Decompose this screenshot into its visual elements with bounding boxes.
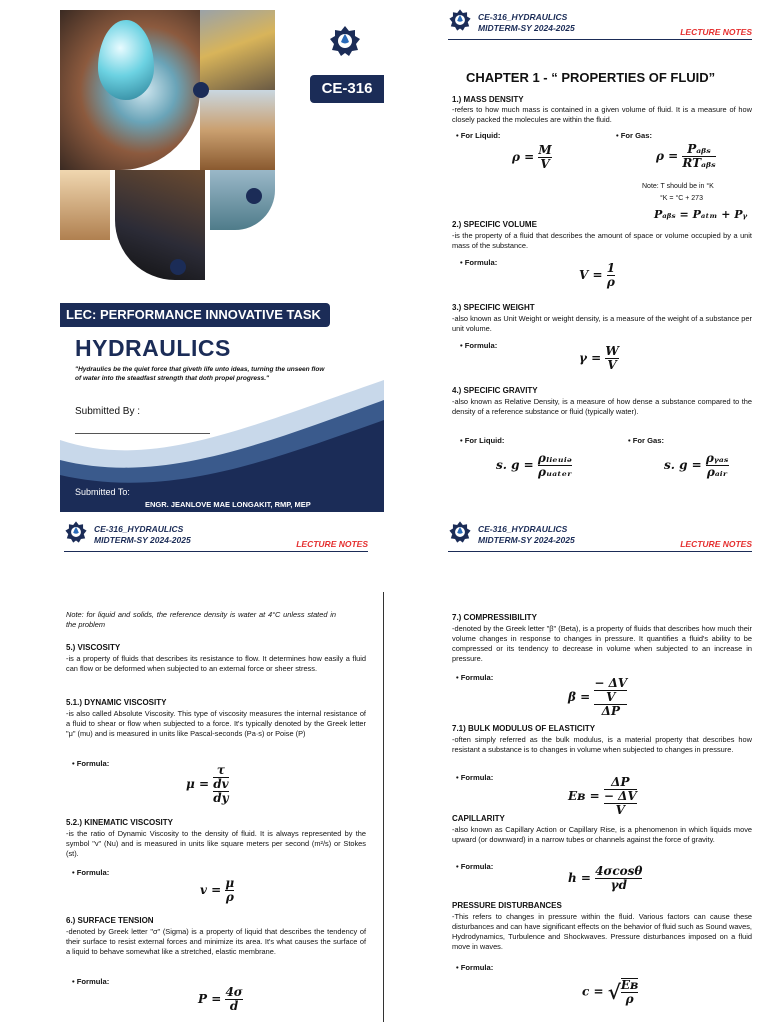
- header-lecture-notes: LECTURE NOTES: [296, 539, 368, 549]
- header-course: CE-316_HYDRAULICS: [478, 524, 568, 534]
- fraction: [607, 262, 615, 289]
- bullet-gas: • For Gas:: [616, 131, 653, 140]
- frac-num: 4σ: [225, 985, 243, 999]
- heading-specific-gravity: 4.) SPECIFIC GRAVITY: [452, 386, 538, 395]
- fraction: [604, 790, 637, 817]
- lecture-page-3: [384, 512, 768, 1024]
- heading-specific-weight: 3.) SPECIFIC WEIGHT: [452, 303, 535, 312]
- cover-photo-collage: [60, 10, 270, 280]
- frac-num: Eʙ: [620, 978, 639, 992]
- decor-dot: [170, 259, 186, 275]
- water-drop-icon: [98, 20, 154, 100]
- fraction: [538, 452, 572, 479]
- note-kelvin-conversion: °K = °C + 273: [660, 195, 703, 202]
- frac-num: dv: [213, 777, 229, 791]
- formula-bulk-modulus: [568, 776, 637, 817]
- header-title: [94, 524, 191, 546]
- frac-den: [213, 777, 228, 805]
- formula-sg-gas: [664, 452, 729, 479]
- heading-compressibility: 7.) COMPRESSIBILITY: [452, 613, 537, 622]
- frac-num: ρᵧₐₛ: [705, 451, 729, 465]
- frac-num: − ΔV: [603, 789, 637, 803]
- label-formula: Formula:: [464, 341, 498, 350]
- heading-viscosity: 5.) VISCOSITY: [66, 643, 121, 652]
- gear-wave-logo-icon: [64, 520, 88, 544]
- bullet-formula: • Formula:: [456, 862, 494, 871]
- heading-mass-density: 1.) MASS DENSITY: [452, 95, 524, 104]
- text-kinematic-viscosity: -is the ratio of Dynamic Viscosity to the density of fluid. It is always represented by the symbol "v" (Nu) and is measured in units like square meters per second (m²/s) or Stokes (st).: [66, 829, 366, 858]
- bullet-liquid: • For Liquid:: [460, 436, 505, 445]
- bullet-formula: • Formula:: [456, 773, 494, 782]
- fraction: [225, 877, 234, 904]
- task-label-bar: LEC: PERFORMANCE INNOVATIVE TASK: [60, 303, 330, 327]
- formula-density-gas: [656, 143, 716, 170]
- lecture-page-1: [384, 0, 768, 512]
- label-for-gas: For Gas:: [620, 131, 653, 140]
- header-divider: [448, 551, 752, 552]
- formula-lhs: c =: [582, 984, 604, 999]
- dam-photo: [60, 170, 110, 240]
- formula-lhs: ρ =: [656, 149, 679, 163]
- formula-compressibility: [568, 677, 627, 718]
- frac-den: ρᵤₐₜₑᵣ: [538, 465, 572, 479]
- formula-capillarity: [568, 865, 642, 892]
- submitted-by-label: Submitted By :: [75, 406, 141, 417]
- header-title: [478, 524, 575, 546]
- construction-crane-photo: [200, 10, 275, 90]
- gear-wave-logo-icon: [448, 520, 472, 544]
- formula-lhs: P =: [198, 992, 222, 1006]
- gear-wave-logo-icon: [328, 24, 362, 58]
- heading-kinematic-viscosity: 5.2.) KINEMATIC VISCOSITY: [66, 818, 173, 827]
- formula-sg-liquid: [496, 452, 572, 479]
- frac-num: 4σcosθ: [595, 864, 643, 878]
- chapter-title: CHAPTER 1 - “ PROPERTIES OF FLUID”: [466, 70, 716, 85]
- header-title: [478, 12, 575, 34]
- text-pressure-disturbances: -This refers to changes in pressure within the fluid. Various factors can cause these disturbances and can have significant effects on the behavior of fluid such as Sound waves, Hydrodynamics, Turbulence and Shockwaves. Pressure disturbances imposed on a fluid move in waves.: [452, 912, 752, 951]
- header-divider: [64, 551, 368, 552]
- label-formula: Formula:: [76, 868, 110, 877]
- cover-page: [0, 0, 384, 512]
- formula-lhs: Eʙ =: [568, 789, 600, 803]
- text-compressibility: -denoted by the Greek letter "β" (Beta), is a property of fluids that describes how much their volume changes in response to changes in pressure. It quantifies a fluid's ability to be compressed or its tendency to decrease in volume when subjected to an increase in pressure.: [452, 624, 752, 663]
- bullet-formula: • Formula:: [460, 341, 498, 350]
- bullet-formula: • Formula:: [72, 759, 110, 768]
- fraction: [605, 345, 618, 372]
- decor-dot: [193, 82, 209, 98]
- cover-quote: "Hydraulics be the quiet force that giveth life unto ideas, turning the unseen flow of water into the steadfast strength that doth propel progress.": [75, 366, 325, 382]
- formula-density-liquid: [512, 144, 552, 171]
- frac-den: dy: [213, 791, 229, 805]
- frac-den: ρ: [225, 890, 234, 904]
- label-formula: Formula:: [464, 258, 498, 267]
- frac-den: ΔP: [594, 704, 627, 718]
- heading-specific-volume: 2.) SPECIFIC VOLUME: [452, 220, 537, 229]
- fraction: [213, 764, 228, 805]
- formula-lhs: h =: [568, 871, 591, 885]
- label-formula: Formula:: [460, 963, 494, 972]
- bullet-formula: • Formula:: [72, 977, 110, 986]
- formula-surface-tension: [198, 986, 243, 1013]
- decor-dot: [246, 188, 262, 204]
- sqrt-icon: √: [607, 980, 621, 1004]
- frac-den: V: [594, 690, 627, 704]
- fraction: [225, 986, 242, 1013]
- label-for-gas: For Gas:: [632, 436, 665, 445]
- text-mass-density: -refers to how much mass is contained in a given volume of fluid. It is a measure of how closely packed the molecules are within the fluid.: [452, 105, 752, 124]
- frac-num: ρₗᵢₑᵤᵢₔ: [537, 451, 573, 465]
- fraction: [706, 452, 729, 479]
- page-header: [384, 512, 768, 549]
- frac-den: ρₐᵢᵣ: [706, 465, 728, 479]
- frac-den: V: [604, 803, 637, 817]
- text-specific-volume: -is the property of a fluid that describes the amount of space or volume occupied by a unit mass of the substance.: [452, 231, 752, 250]
- formula-specific-volume: [579, 262, 615, 289]
- frac-num: μ: [225, 876, 235, 890]
- fraction: [604, 776, 637, 817]
- frac-den: RTₐᵦₛ: [682, 156, 716, 170]
- heading-surface-tension: 6.) SURFACE TENSION: [66, 916, 154, 925]
- formula-dynamic-viscosity: [186, 764, 229, 805]
- fraction: [595, 865, 642, 892]
- bullet-formula: • Formula:: [456, 963, 494, 972]
- bullet-liquid: • For Liquid:: [456, 131, 501, 140]
- formula-lhs: s. g =: [664, 458, 702, 472]
- signature-line: [75, 433, 210, 434]
- header-term: MIDTERM-SY 2024-2025: [478, 23, 575, 33]
- frac-den: V: [605, 358, 618, 372]
- label-for-liquid: For Liquid:: [464, 436, 505, 445]
- page-header: [0, 512, 384, 549]
- bullet-formula: • Formula:: [72, 868, 110, 877]
- text-capillarity: -also known as Capillary Action or Capillary Rise, is a phenomenon in which liquids move upward (or downward) in a narrow tubes or channels against the force of gravity.: [452, 825, 752, 844]
- gear-wave-logo-icon: [448, 8, 472, 32]
- water-drop-hands-photo: [60, 10, 200, 170]
- formula-lhs: V =: [579, 268, 603, 282]
- header-lecture-notes: LECTURE NOTES: [680, 27, 752, 37]
- formula-wave-speed: [582, 978, 638, 1006]
- heading-dynamic-viscosity: 5.1.) DYNAMIC VISCOSITY: [66, 698, 167, 707]
- cover-title: HYDRAULICS: [75, 335, 231, 361]
- aqueduct-photo: [200, 90, 275, 170]
- header-divider: [448, 39, 752, 40]
- note-kelvin: Note: T should be in °K: [642, 183, 714, 190]
- fraction: [682, 143, 715, 170]
- frac-den: [604, 789, 637, 817]
- formula-kinematic-viscosity: [200, 877, 234, 904]
- bullet-formula: • Formula:: [460, 258, 498, 267]
- label-formula: Formula:: [460, 773, 494, 782]
- frac-den: V: [540, 157, 550, 171]
- text-dynamic-viscosity: -is also called Absolute Viscosity. This type of viscosity measures the internal resistance of a fluid to shear or flow when subjected to a force. It's typically denoted by the Greek letter "μ" (mu) and is measured in units like Pascal-seconds (Pa·s) or Poise (P): [66, 709, 366, 738]
- bridge-photo: [115, 170, 205, 280]
- header-term: MIDTERM-SY 2024-2025: [478, 535, 575, 545]
- text-bulk-modulus: -often simply referred as the bulk modulus, is a material property that describes how resistant a substance is to changes in volume when subjected to changes in pressure.: [452, 735, 752, 754]
- bullet-gas: • For Gas:: [628, 436, 665, 445]
- label-formula: Formula:: [460, 673, 494, 682]
- header-course: CE-316_HYDRAULICS: [478, 12, 568, 22]
- instructor-name: ENGR. JEANLOVE MAE LONGAKIT, RMP, MEP: [145, 500, 311, 509]
- fraction: [538, 144, 551, 171]
- fraction: [621, 978, 638, 1006]
- heading-bulk-modulus: 7.1) BULK MODULUS OF ELASTICITY: [452, 724, 596, 733]
- text-specific-gravity: -also known as Relative Density, is a measure of how dense a substance compared to the density of a reference substance or fluid (typically water).: [452, 397, 752, 416]
- header-course: CE-316_HYDRAULICS: [94, 524, 184, 534]
- header-term: MIDTERM-SY 2024-2025: [94, 535, 191, 545]
- submitted-to-label: Submitted To:: [75, 487, 130, 497]
- formula-lhs: s. g =: [496, 458, 534, 472]
- page-header: [384, 0, 768, 37]
- fraction: [594, 677, 627, 704]
- frac-num: 1: [606, 261, 616, 275]
- label-formula: Formula:: [76, 977, 110, 986]
- note-reference-density: Note: for liquid and solids, the reference density is water at 4°C unless stated in the problem: [66, 610, 336, 629]
- header-lecture-notes: LECTURE NOTES: [680, 539, 752, 549]
- formula-lhs: v =: [200, 883, 222, 897]
- frac-num: Pₐᵦₛ: [687, 142, 711, 156]
- formula-lhs: β =: [568, 690, 591, 704]
- frac-num: M: [538, 143, 552, 157]
- label-formula: Formula:: [460, 862, 494, 871]
- frac-num: τ: [216, 763, 225, 777]
- frac-den: ρ: [621, 992, 638, 1006]
- frac-den: d: [225, 999, 242, 1013]
- frac-den: γd: [595, 878, 642, 892]
- coast-photo: [210, 170, 275, 230]
- heading-capillarity: CAPILLARITY: [452, 814, 505, 823]
- formula-specific-weight: [579, 345, 619, 372]
- text-surface-tension: -denoted by Greek letter "σ" (Sigma) is a property of liquid that describes the tendency of their surface to resist external forces and minimize its area. It's what causes the surface of a liquid to behave somewhat like a stretched, elastic membrane.: [66, 927, 366, 956]
- formula-lhs: μ =: [186, 777, 210, 791]
- label-for-liquid: For Liquid:: [460, 131, 501, 140]
- frac-den: ρ: [606, 275, 615, 289]
- frac-num: [594, 677, 627, 704]
- text-specific-weight: -also known as Unit Weight or weight density, is a measure of the weight of a substance per unit volume.: [452, 314, 752, 333]
- fraction: [594, 677, 627, 718]
- course-code-badge: CE-316: [310, 75, 384, 103]
- formula-pabs: Pₐᵦₛ = Pₐₜₘ + Pᵧ: [654, 208, 748, 221]
- text-viscosity: -is a property of fluids that describes its resistance to flow. It determines how easily a fluid can flow or be deformed when subjected to an external force or sheer stress.: [66, 654, 366, 673]
- frac-num: ΔP: [611, 775, 630, 789]
- bullet-formula: • Formula:: [456, 673, 494, 682]
- fraction: [213, 778, 228, 805]
- lecture-page-2: [0, 512, 384, 1024]
- formula-lhs: γ =: [579, 351, 602, 365]
- label-formula: Formula:: [76, 759, 110, 768]
- frac-num: − ΔV: [594, 676, 628, 690]
- heading-pressure-disturbances: PRESSURE DISTURBANCES: [452, 901, 562, 910]
- frac-num: W: [605, 344, 619, 358]
- formula-lhs: ρ =: [512, 150, 535, 164]
